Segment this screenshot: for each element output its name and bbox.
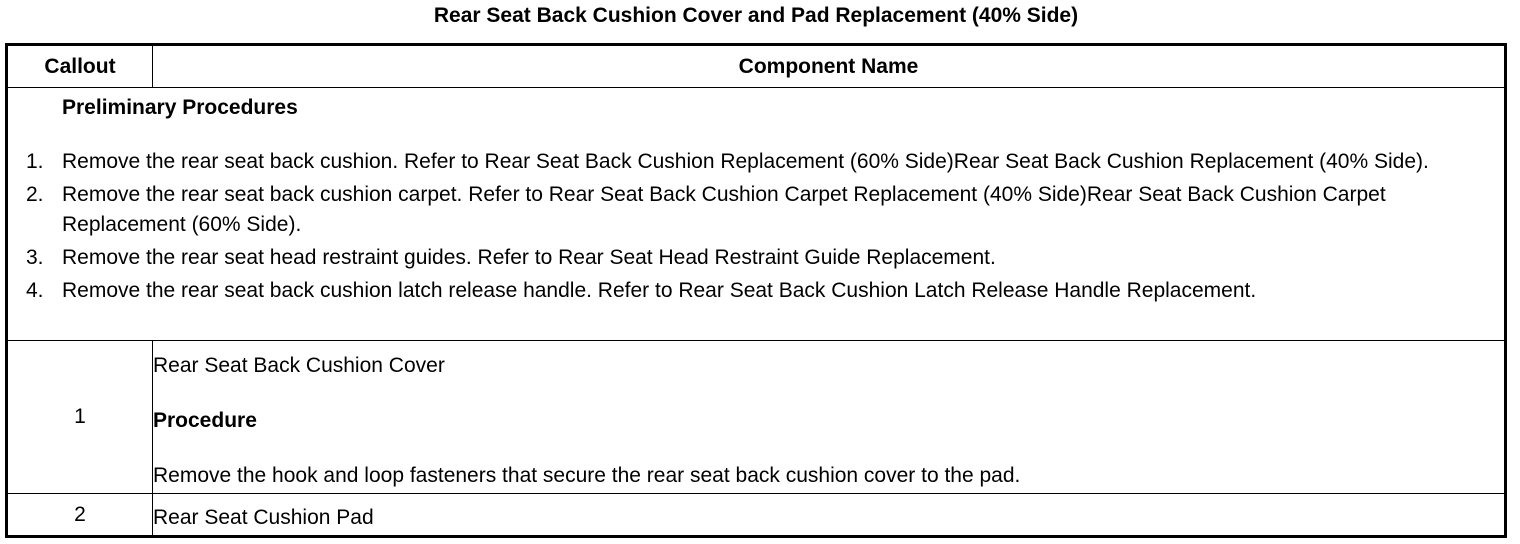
component-cell [153, 494, 1506, 537]
preliminary-steps-list [8, 147, 1498, 309]
procedure-text: Remove the hook and loop fasteners that secure the rear seat back cushion cover to the pad. [153, 463, 1021, 487]
callout-number: 2 [7, 494, 153, 537]
preliminary-procedures-heading: Preliminary Procedures [62, 96, 298, 119]
component-table [5, 43, 1507, 538]
step-text: Remove the rear seat back cushion latch release handle. Refer to Rear Seat Back Cushion Latch Release Handle Replacement. [62, 279, 1257, 302]
component-name: Rear Seat Cushion Pad [153, 506, 374, 529]
preliminary-step [8, 243, 1498, 273]
preliminary-procedures-cell [7, 88, 1506, 341]
step-number: 3. [26, 246, 44, 269]
column-header-component-name: Component Name [153, 45, 1506, 88]
component-cell [153, 341, 1506, 494]
preliminary-step [8, 276, 1498, 306]
table-row [7, 494, 1506, 537]
column-header-callout: Callout [7, 45, 153, 88]
preliminary-step [8, 147, 1498, 177]
callout-number: 1 [7, 341, 153, 494]
step-text: Remove the rear seat back cushion carpet. Refer to Rear Seat Back Cushion Carpet Replacement (40% Side)Rear Seat Back Cushion Carpet Replacement (60% Side). [62, 183, 1386, 236]
preliminary-procedures-row [7, 88, 1506, 341]
procedure-label: Procedure [153, 408, 257, 432]
table-row [7, 341, 1506, 494]
step-text: Remove the rear seat head restraint guides. Refer to Rear Seat Head Restraint Guide Replacement. [62, 246, 996, 269]
table-header-row [7, 45, 1506, 88]
component-name: Rear Seat Back Cushion Cover [153, 353, 445, 377]
step-number: 4. [26, 279, 44, 302]
page-title: Rear Seat Back Cushion Cover and Pad Replacement (40% Side) [433, 4, 1079, 27]
step-text: Remove the rear seat back cushion. Refer to Rear Seat Back Cushion Replacement (60% Side)Rear Seat Back Cushion Replacement (40% Side). [62, 150, 1429, 173]
preliminary-step [8, 180, 1498, 240]
step-number: 2. [26, 183, 44, 206]
step-number: 1. [26, 150, 44, 173]
